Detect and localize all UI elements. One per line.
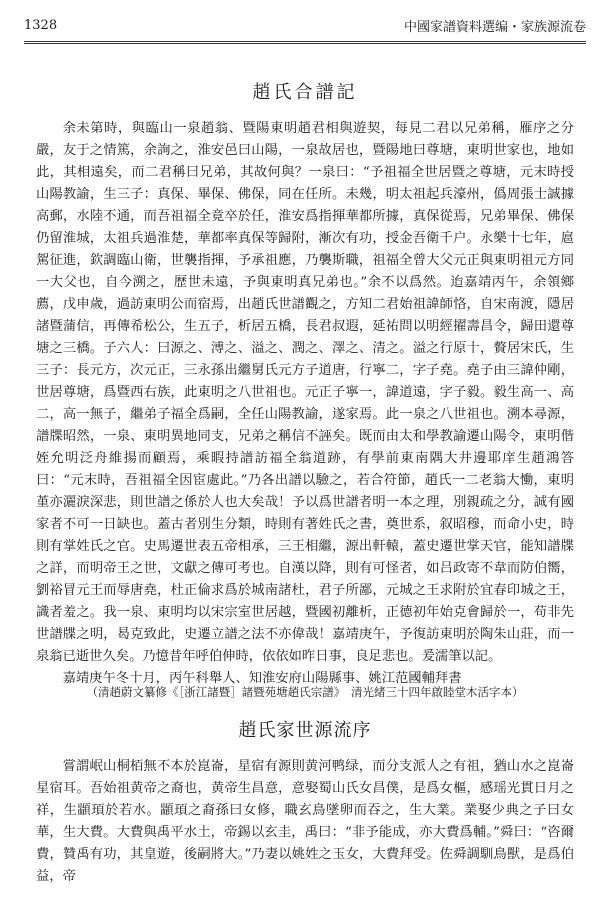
section2-paragraph: 嘗謂岷山桐栢無不本於崑崙，星宿有源則黄河鸭绿，而分支派人之有祖，猶山水之崑崙星宿耳。吾始祖黄帝之裔也，黄帝生昌意，意娶蜀山氏女昌僕，是爲女樞，感瑶光貫日月之祥，生顓頊於若水。顓頊之裔孫曰女修，職玄鳥墜卵而吞之，生大業。業娶少典之子曰女華，生大費。大費與禹平水土，帝錫以玄圭，禹曰：“非予能成，亦大費爲輔。”舜曰：“咨爾費，贊禹有功，其皇遊，後嗣將大。”乃妻以姚姓之玉女，大費拜受。佐舜調馴鳥獸，是爲伯益，帝: [36, 759, 574, 884]
header-rule-bottom: [24, 43, 586, 44]
section1-title: 趙氏合譜記: [252, 82, 358, 103]
section2-title: 趙氏家世源流序: [238, 720, 372, 741]
header-rule-top: [24, 41, 586, 42]
source-citation: （清趙蔚文纂修《［浙江諸暨］諸暨苑塘趙氏宗譜》 清光緒三十四年啟睦堂木活字本）: [86, 685, 524, 699]
section2-body: [36, 756, 574, 888]
book-title: 中國家譜資料選编・家族源流卷: [403, 19, 586, 35]
section1-paragraph: 余未第時，與臨山一泉趙翁、暨陽東明趙君相與遊契，每見二君以兄弟稱，雁序之分嚴，友于之情篤，余詢之，淮安邑曰山陽，一泉故居也，暨陽地曰尊塘，東明世家也，地如此，其相遠矣，而二君稱曰兄弟，其故何與？一泉曰：“予祖福全世居暨之尊塘，元末時授山陽教諭，生三子：真保、畢保、佛保，同在任所。未幾，明太祖起兵濠州，僞周張士誠據高郵，水陸不通，而吾祖福全竟卒於任，淮安爲指揮華都所據，真保從焉，兄弟畢保、佛保仍留淮城，太祖兵過淮楚，華都率真保等歸附，漸次有功，授金吾衛千户。永樂十七年，扈駕征進，欽調臨山衛，世襲指揮，予承祖應，乃襲斯職，祖福全曾大父元正與東明祖元方同一大父也，自今溯之，歷世未遠，予與東明真兄弟也。”余不以爲然。迨嘉靖丙午，余領鄉薦，戊申歲，過訪東明公而宿焉，出趙氏世譜觀之，方知二君始祖諱師恪，自宋南渡，隱居諸暨蒲信，再傳希松公，生五子，析居五橋，長君叔遐，延祐問以明經擢壽昌令，歸田還尊塘之三橋。子六人：曰源之、溥之、溢之、潤之、澤之、清之。溢之行原十，贅居宋氏，生三子：長元方，次元正，三永孫出繼舅氏元方子道唐，行寧二，字子堯。堯子由三諱仲剛，世居尊塘，爲暨西右族，此東明之八世祖也。元正子寧一，諱道遠，字子毅。毅生高一、高二，高一無子，繼弟子福全爲嗣，全任山陽教諭，遂家焉。此一泉之八世祖也。溯本尋源，譜牒昭然，一泉、東明異地同支，兄弟之稱信不誣矣。既而由太和學教諭遷山陽令，東明偕姪允明泛舟維揚而顧焉，乘暇持譜訪福全翁道跡，有學前東南隅大井邊耶庠生趙鴻答曰：“元末時，吾祖福全因宦處此。”乃各出譜以驗之，若合符節，趙氏一二老翁大慟，東明堇亦灑淚深悲，則世譜之係於人也大矣哉！予以爲世譜者明一本之理，別親疏之分，誠有國家者不可一日缺也。蓋古者別生分類，時則有著姓氏之書，奠世系，叙昭穆，而命小史，時則有掌姓氏之官。史馬遷世表五帝相承，三王相繼，源出軒轅，蓋史遷世掌天官，能知譜牒之詳，而明帝王之世，文獻之傳可考也。自漢以降，則有可怪者，如吕政寄不韋而防伯嚮，劉裕冒元王而辱唐堯，杜正倫求爲於城南諸杜，君子所鄙，元城之王求附於宜春印城之王，識者羞之。我一泉、東明均以宋宗室世居越，暨國初離析，正德初年始克會歸於一，苟非先世譜牒之明，曷克致此，史遷立譜之法不亦偉哉！嘉靖庚午，予復訪東明於陶朱山莊，而一泉翁已逝世久矣。乃憶昔年呼伯伸時，依依如昨日事，良足悲也。爰濡筆以記。: [36, 121, 574, 664]
running-header: [24, 10, 586, 40]
section1-body: [36, 118, 574, 690]
section1-signature: 嘉靖庚午冬十月，丙午科舉人、知淮安府山陽縣事、姚江范國輔拜書: [62, 671, 462, 686]
page-number: 1328: [24, 17, 58, 33]
